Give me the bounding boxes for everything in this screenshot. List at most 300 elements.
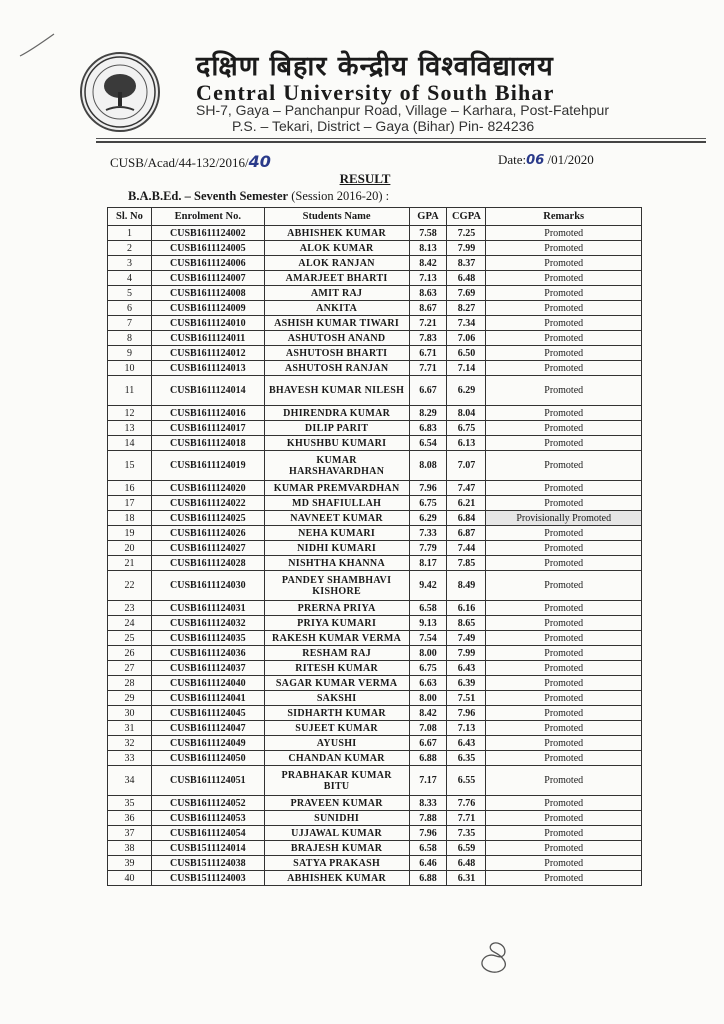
cell-gpa: 7.54 [409, 631, 447, 646]
cell-student-name: KHUSHBU KUMARI [264, 436, 409, 451]
table-row [108, 811, 642, 826]
table-row [108, 496, 642, 511]
cell-cgpa: 6.43 [447, 736, 486, 751]
cell-sl-no: 8 [108, 331, 152, 346]
table-row [108, 601, 642, 616]
cell-sl-no: 10 [108, 361, 152, 376]
reference-number [110, 152, 271, 171]
cell-cgpa: 6.84 [447, 511, 486, 526]
cell-enrolment: CUSB1611124025 [151, 511, 264, 526]
program-name: B.A.B.Ed. – Seventh Semester [128, 189, 289, 203]
cell-cgpa: 8.27 [447, 301, 486, 316]
cell-enrolment: CUSB1611124049 [151, 736, 264, 751]
table-row [108, 286, 642, 301]
table-row [108, 661, 642, 676]
cell-sl-no: 9 [108, 346, 152, 361]
cell-enrolment: CUSB1611124016 [151, 406, 264, 421]
cell-cgpa: 6.29 [447, 376, 486, 406]
cell-cgpa: 7.69 [447, 286, 486, 301]
cell-remarks: Promoted [486, 481, 642, 496]
cell-student-name: PRERNA PRIYA [264, 601, 409, 616]
cell-sl-no: 23 [108, 601, 152, 616]
cell-gpa: 7.96 [409, 481, 447, 496]
cell-student-name: RAKESH KUMAR VERMA [264, 631, 409, 646]
cell-sl-no: 24 [108, 616, 152, 631]
cell-sl-no: 17 [108, 496, 152, 511]
cell-student-name: ASHUTOSH RANJAN [264, 361, 409, 376]
cell-remarks: Promoted [486, 286, 642, 301]
cell-sl-no: 6 [108, 301, 152, 316]
cell-enrolment: CUSB1511124014 [151, 841, 264, 856]
cell-sl-no: 33 [108, 751, 152, 766]
table-row [108, 316, 642, 331]
cell-cgpa: 7.44 [447, 541, 486, 556]
cell-cgpa: 7.14 [447, 361, 486, 376]
program-subtitle [128, 189, 389, 204]
date-label: Date: [498, 152, 527, 167]
cell-sl-no: 21 [108, 556, 152, 571]
cell-sl-no: 37 [108, 826, 152, 841]
cell-student-name: RITESH KUMAR [264, 661, 409, 676]
cell-gpa: 8.29 [409, 406, 447, 421]
table-row [108, 616, 642, 631]
cell-remarks: Promoted [486, 406, 642, 421]
cell-sl-no: 39 [108, 856, 152, 871]
cell-remarks: Promoted [486, 526, 642, 541]
table-row [108, 691, 642, 706]
table-row [108, 751, 642, 766]
cell-remarks: Promoted [486, 271, 642, 286]
cell-enrolment: CUSB1611124018 [151, 436, 264, 451]
cell-gpa: 7.17 [409, 766, 447, 796]
table-row [108, 676, 642, 691]
cell-remarks: Promoted [486, 376, 642, 406]
cell-enrolment: CUSB1611124019 [151, 451, 264, 481]
cell-gpa: 7.08 [409, 721, 447, 736]
cell-remarks: Promoted [486, 811, 642, 826]
cell-enrolment: CUSB1611124047 [151, 721, 264, 736]
result-table-body [108, 226, 642, 886]
cell-cgpa: 7.35 [447, 826, 486, 841]
cell-sl-no: 18 [108, 511, 152, 526]
cell-cgpa: 6.75 [447, 421, 486, 436]
cell-cgpa: 6.35 [447, 751, 486, 766]
cell-gpa: 8.63 [409, 286, 447, 301]
cell-remarks: Promoted [486, 691, 642, 706]
cell-gpa: 8.42 [409, 706, 447, 721]
cell-student-name: PRIYA KUMARI [264, 616, 409, 631]
cell-cgpa: 8.49 [447, 571, 486, 601]
cell-student-name: SIDHARTH KUMAR [264, 706, 409, 721]
cell-student-name: ABHISHEK KUMAR [264, 871, 409, 886]
cell-student-name: UJJAWAL KUMAR [264, 826, 409, 841]
cell-cgpa: 8.37 [447, 256, 486, 271]
table-row [108, 796, 642, 811]
table-row [108, 841, 642, 856]
cell-sl-no: 11 [108, 376, 152, 406]
result-title: RESULT [339, 171, 391, 186]
cell-enrolment: CUSB1611124028 [151, 556, 264, 571]
cell-sl-no: 36 [108, 811, 152, 826]
cell-remarks: Promoted [486, 241, 642, 256]
cell-remarks: Promoted [486, 541, 642, 556]
cell-sl-no: 7 [108, 316, 152, 331]
cell-sl-no: 14 [108, 436, 152, 451]
cell-sl-no: 34 [108, 766, 152, 796]
table-row [108, 721, 642, 736]
cell-sl-no: 40 [108, 871, 152, 886]
cell-remarks: Promoted [486, 676, 642, 691]
cell-cgpa: 7.99 [447, 646, 486, 661]
cell-student-name: AMIT RAJ [264, 286, 409, 301]
cell-remarks: Promoted [486, 751, 642, 766]
cell-sl-no: 13 [108, 421, 152, 436]
cell-student-name: NIDHI KUMARI [264, 541, 409, 556]
table-row [108, 871, 642, 886]
cell-enrolment: CUSB1611124051 [151, 766, 264, 796]
pen-mark-icon [18, 30, 58, 60]
cell-sl-no: 28 [108, 676, 152, 691]
table-row [108, 376, 642, 406]
cell-student-name: CHANDAN KUMAR [264, 751, 409, 766]
cell-student-name: KUMAR HARSHAVARDHAN [264, 451, 409, 481]
cell-gpa: 9.13 [409, 616, 447, 631]
cell-gpa: 8.17 [409, 556, 447, 571]
cell-cgpa: 6.21 [447, 496, 486, 511]
cell-enrolment: CUSB1611124026 [151, 526, 264, 541]
cell-cgpa: 7.76 [447, 796, 486, 811]
cell-enrolment: CUSB1611124041 [151, 691, 264, 706]
cell-gpa: 7.83 [409, 331, 447, 346]
cell-enrolment: CUSB1611124031 [151, 601, 264, 616]
cell-student-name: KUMAR PREMVARDHAN [264, 481, 409, 496]
cell-student-name: SUJEET KUMAR [264, 721, 409, 736]
table-row [108, 271, 642, 286]
cell-student-name: PANDEY SHAMBHAVI KISHORE [264, 571, 409, 601]
cell-enrolment: CUSB1611124030 [151, 571, 264, 601]
cell-cgpa: 6.43 [447, 661, 486, 676]
cell-enrolment: CUSB1611124014 [151, 376, 264, 406]
header-divider [96, 138, 706, 139]
cell-sl-no: 27 [108, 661, 152, 676]
table-row [108, 256, 642, 271]
cell-student-name: MD SHAFIULLAH [264, 496, 409, 511]
cell-remarks: Promoted [486, 226, 642, 241]
reference-handwritten: 40 [248, 152, 271, 171]
cell-student-name: AYUSHI [264, 736, 409, 751]
cell-sl-no: 3 [108, 256, 152, 271]
cell-enrolment: CUSB1611124036 [151, 646, 264, 661]
table-row [108, 511, 642, 526]
cell-gpa: 6.63 [409, 676, 447, 691]
cell-remarks: Provisionally Promoted [486, 511, 642, 526]
cell-remarks: Promoted [486, 796, 642, 811]
cell-enrolment: CUSB1611124020 [151, 481, 264, 496]
cell-cgpa: 7.07 [447, 451, 486, 481]
cell-remarks: Promoted [486, 436, 642, 451]
header-enrolment: Enrolment No. [151, 208, 264, 226]
cell-sl-no: 1 [108, 226, 152, 241]
cell-cgpa: 6.13 [447, 436, 486, 451]
cell-remarks: Promoted [486, 736, 642, 751]
cell-gpa: 7.79 [409, 541, 447, 556]
cell-enrolment: CUSB1611124054 [151, 826, 264, 841]
cell-student-name: ASHUTOSH BHARTI [264, 346, 409, 361]
cell-gpa: 6.88 [409, 751, 447, 766]
cell-gpa: 7.13 [409, 271, 447, 286]
cell-remarks: Promoted [486, 856, 642, 871]
cell-remarks: Promoted [486, 706, 642, 721]
cell-cgpa: 7.34 [447, 316, 486, 331]
cell-enrolment: CUSB1611124017 [151, 421, 264, 436]
cell-cgpa: 6.48 [447, 271, 486, 286]
cell-student-name: ASHUTOSH ANAND [264, 331, 409, 346]
table-row [108, 541, 642, 556]
cell-remarks: Promoted [486, 316, 642, 331]
table-row [108, 646, 642, 661]
cell-remarks: Promoted [486, 871, 642, 886]
cell-sl-no: 12 [108, 406, 152, 421]
cell-remarks: Promoted [486, 646, 642, 661]
cell-enrolment: CUSB1611124027 [151, 541, 264, 556]
cell-cgpa: 6.39 [447, 676, 486, 691]
cell-gpa: 8.67 [409, 301, 447, 316]
cell-student-name: PRAVEEN KUMAR [264, 796, 409, 811]
cell-remarks: Promoted [486, 331, 642, 346]
cell-enrolment: CUSB1511124038 [151, 856, 264, 871]
table-row [108, 241, 642, 256]
table-row [108, 571, 642, 601]
cell-enrolment: CUSB1611124008 [151, 286, 264, 301]
cell-cgpa: 8.65 [447, 616, 486, 631]
cell-remarks: Promoted [486, 256, 642, 271]
table-row [108, 766, 642, 796]
cell-gpa: 6.67 [409, 376, 447, 406]
cell-remarks: Promoted [486, 601, 642, 616]
cell-gpa: 7.88 [409, 811, 447, 826]
cell-student-name: ABHISHEK KUMAR [264, 226, 409, 241]
cell-gpa: 8.13 [409, 241, 447, 256]
result-table [107, 207, 642, 886]
cell-cgpa: 6.48 [447, 856, 486, 871]
signature-icon [476, 938, 516, 974]
cell-student-name: DILIP PARIT [264, 421, 409, 436]
cell-cgpa: 6.59 [447, 841, 486, 856]
cell-cgpa: 6.50 [447, 346, 486, 361]
cell-enrolment: CUSB1611124050 [151, 751, 264, 766]
address-line-1: SH-7, Gaya – Panchanpur Road, Village – Karhara, Post-Fatehpur [196, 102, 609, 118]
table-row [108, 436, 642, 451]
table-row [108, 406, 642, 421]
cell-cgpa: 7.47 [447, 481, 486, 496]
cell-remarks: Promoted [486, 346, 642, 361]
cell-sl-no: 35 [108, 796, 152, 811]
cell-gpa: 8.33 [409, 796, 447, 811]
cell-cgpa: 7.06 [447, 331, 486, 346]
cell-cgpa: 7.13 [447, 721, 486, 736]
cell-cgpa: 7.25 [447, 226, 486, 241]
issue-date [498, 152, 594, 168]
cell-enrolment: CUSB1611124007 [151, 271, 264, 286]
cell-gpa: 6.58 [409, 601, 447, 616]
header-student-name: Students Name [264, 208, 409, 226]
cell-sl-no: 25 [108, 631, 152, 646]
cell-sl-no: 29 [108, 691, 152, 706]
table-row [108, 481, 642, 496]
cell-enrolment: CUSB1511124003 [151, 871, 264, 886]
cell-gpa: 6.83 [409, 421, 447, 436]
cell-remarks: Promoted [486, 631, 642, 646]
cell-remarks: Promoted [486, 556, 642, 571]
cell-enrolment: CUSB1611124037 [151, 661, 264, 676]
cell-sl-no: 2 [108, 241, 152, 256]
cell-enrolment: CUSB1611124032 [151, 616, 264, 631]
date-handwritten-day: 06 [526, 153, 545, 168]
cell-student-name: SUNIDHI [264, 811, 409, 826]
cell-cgpa: 7.71 [447, 811, 486, 826]
cell-gpa: 6.75 [409, 661, 447, 676]
table-row [108, 706, 642, 721]
table-row [108, 631, 642, 646]
cell-student-name: NEHA KUMARI [264, 526, 409, 541]
cell-gpa: 8.42 [409, 256, 447, 271]
cell-sl-no: 26 [108, 646, 152, 661]
cell-enrolment: CUSB1611124045 [151, 706, 264, 721]
cell-student-name: ANKITA [264, 301, 409, 316]
cell-cgpa: 7.99 [447, 241, 486, 256]
cell-gpa: 7.71 [409, 361, 447, 376]
cell-enrolment: CUSB1611124011 [151, 331, 264, 346]
cell-remarks: Promoted [486, 421, 642, 436]
cell-gpa: 8.08 [409, 451, 447, 481]
cell-student-name: NISHTHA KHANNA [264, 556, 409, 571]
table-row [108, 226, 642, 241]
cell-gpa: 6.71 [409, 346, 447, 361]
table-header-row [108, 208, 642, 226]
header-sl-no: Sl. No [108, 208, 152, 226]
cell-remarks: Promoted [486, 451, 642, 481]
cell-sl-no: 32 [108, 736, 152, 751]
cell-enrolment: CUSB1611124002 [151, 226, 264, 241]
cell-remarks: Promoted [486, 841, 642, 856]
table-row [108, 421, 642, 436]
cell-student-name: ALOK KUMAR [264, 241, 409, 256]
cell-sl-no: 4 [108, 271, 152, 286]
cell-enrolment: CUSB1611124022 [151, 496, 264, 511]
cell-student-name: SAGAR KUMAR VERMA [264, 676, 409, 691]
cell-enrolment: CUSB1611124052 [151, 796, 264, 811]
header-cgpa: CGPA [447, 208, 486, 226]
cell-remarks: Promoted [486, 721, 642, 736]
university-english-name: Central University of South Bihar [196, 80, 555, 105]
header-remarks: Remarks [486, 208, 642, 226]
cell-sl-no: 5 [108, 286, 152, 301]
cell-student-name: RESHAM RAJ [264, 646, 409, 661]
university-seal-icon [80, 52, 160, 132]
cell-student-name: ALOK RANJAN [264, 256, 409, 271]
header-divider-thick [96, 141, 706, 143]
table-row [108, 856, 642, 871]
cell-enrolment: CUSB1611124035 [151, 631, 264, 646]
table-row [108, 331, 642, 346]
cell-gpa: 6.46 [409, 856, 447, 871]
cell-gpa: 7.96 [409, 826, 447, 841]
cell-cgpa: 6.55 [447, 766, 486, 796]
cell-gpa: 6.67 [409, 736, 447, 751]
cell-enrolment: CUSB1611124006 [151, 256, 264, 271]
cell-cgpa: 7.96 [447, 706, 486, 721]
header-gpa: GPA [409, 208, 447, 226]
cell-enrolment: CUSB1611124040 [151, 676, 264, 691]
cell-remarks: Promoted [486, 496, 642, 511]
university-hindi-name: दक्षिण बिहार केन्द्रीय विश्वविद्यालय [196, 51, 554, 82]
date-rest: /01/2020 [544, 152, 594, 167]
cell-cgpa: 7.51 [447, 691, 486, 706]
cell-remarks: Promoted [486, 826, 642, 841]
table-row [108, 826, 642, 841]
cell-sl-no: 20 [108, 541, 152, 556]
cell-enrolment: CUSB1611124053 [151, 811, 264, 826]
cell-student-name: SAKSHI [264, 691, 409, 706]
cell-cgpa: 7.49 [447, 631, 486, 646]
cell-gpa: 8.00 [409, 646, 447, 661]
table-row [108, 451, 642, 481]
cell-cgpa: 8.04 [447, 406, 486, 421]
cell-sl-no: 22 [108, 571, 152, 601]
cell-enrolment: CUSB1611124013 [151, 361, 264, 376]
cell-gpa: 8.00 [409, 691, 447, 706]
cell-remarks: Promoted [486, 766, 642, 796]
cell-student-name: BRAJESH KUMAR [264, 841, 409, 856]
table-row [108, 346, 642, 361]
cell-student-name: AMARJEET BHARTI [264, 271, 409, 286]
cell-remarks: Promoted [486, 661, 642, 676]
table-row [108, 556, 642, 571]
cell-sl-no: 30 [108, 706, 152, 721]
table-row [108, 361, 642, 376]
cell-cgpa: 6.31 [447, 871, 486, 886]
cell-enrolment: CUSB1611124009 [151, 301, 264, 316]
table-row [108, 301, 642, 316]
table-row [108, 526, 642, 541]
cell-student-name: BHAVESH KUMAR NILESH [264, 376, 409, 406]
cell-sl-no: 19 [108, 526, 152, 541]
session-text: (Session 2016-20) : [288, 189, 390, 203]
cell-sl-no: 16 [108, 481, 152, 496]
cell-gpa: 6.75 [409, 496, 447, 511]
cell-sl-no: 31 [108, 721, 152, 736]
cell-cgpa: 6.87 [447, 526, 486, 541]
cell-remarks: Promoted [486, 361, 642, 376]
cell-sl-no: 15 [108, 451, 152, 481]
cell-cgpa: 6.16 [447, 601, 486, 616]
cell-enrolment: CUSB1611124012 [151, 346, 264, 361]
cell-remarks: Promoted [486, 571, 642, 601]
cell-sl-no: 38 [108, 841, 152, 856]
table-row [108, 736, 642, 751]
cell-enrolment: CUSB1611124010 [151, 316, 264, 331]
cell-gpa: 7.21 [409, 316, 447, 331]
cell-student-name: ASHISH KUMAR TIWARI [264, 316, 409, 331]
reference-prefix: CUSB/Acad/44-132/2016/ [110, 155, 249, 170]
cell-gpa: 6.29 [409, 511, 447, 526]
cell-gpa: 7.58 [409, 226, 447, 241]
cell-gpa: 6.88 [409, 871, 447, 886]
cell-gpa: 9.42 [409, 571, 447, 601]
cell-remarks: Promoted [486, 301, 642, 316]
cell-gpa: 7.33 [409, 526, 447, 541]
cell-enrolment: CUSB1611124005 [151, 241, 264, 256]
